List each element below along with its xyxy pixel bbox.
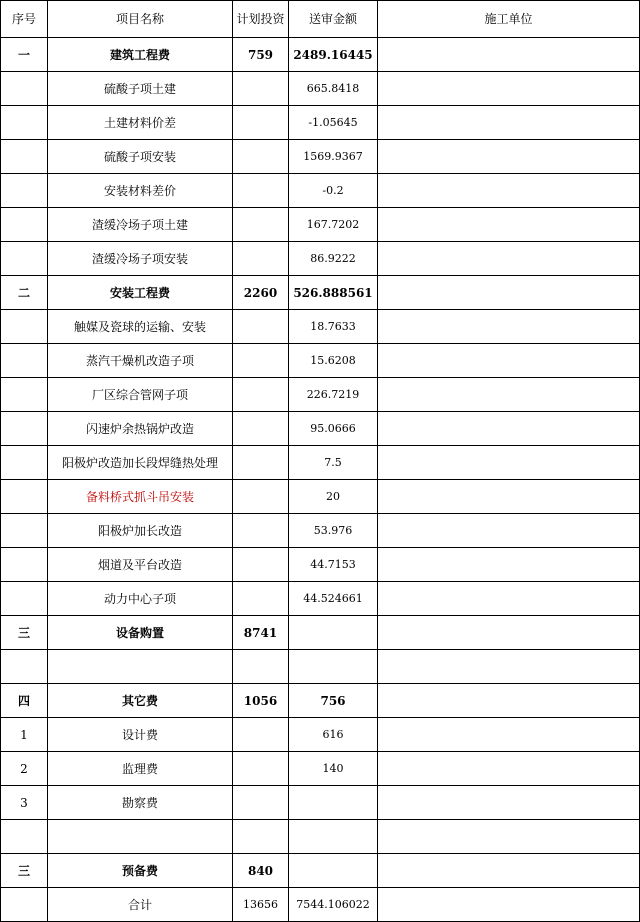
cell-plan-investment bbox=[233, 582, 289, 616]
cell-review-amount bbox=[289, 616, 378, 650]
table-row bbox=[1, 548, 640, 582]
cell-index: 三 bbox=[1, 854, 48, 888]
col-header-index: 序号 bbox=[1, 1, 48, 38]
cell-review-amount: 226.7219 bbox=[289, 378, 378, 412]
cell-plan-investment bbox=[233, 820, 289, 854]
cell-construction-unit bbox=[378, 208, 640, 242]
table-row bbox=[1, 446, 640, 480]
cell-plan-investment bbox=[233, 752, 289, 786]
cell-index bbox=[1, 378, 48, 412]
table-row bbox=[1, 412, 640, 446]
cell-index: 三 bbox=[1, 616, 48, 650]
cell-item-name: 其它费 bbox=[48, 684, 233, 718]
cell-item-name: 建筑工程费 bbox=[48, 38, 233, 72]
cell-review-amount: 86.9222 bbox=[289, 242, 378, 276]
cell-index bbox=[1, 174, 48, 208]
cell-plan-investment: 759 bbox=[233, 38, 289, 72]
cell-item-name: 渣缓冷场子项安装 bbox=[48, 242, 233, 276]
cell-review-amount: 18.7633 bbox=[289, 310, 378, 344]
cell-item-name: 勘察费 bbox=[48, 786, 233, 820]
col-header-plan: 计划投资 bbox=[233, 1, 289, 38]
table-row bbox=[1, 650, 640, 684]
cell-review-amount: 20 bbox=[289, 480, 378, 514]
cell-item-name: 监理费 bbox=[48, 752, 233, 786]
cell-plan-investment bbox=[233, 106, 289, 140]
cell-item-name: 设备购置 bbox=[48, 616, 233, 650]
cell-index bbox=[1, 548, 48, 582]
cell-review-amount: 7544.106022 bbox=[289, 888, 378, 922]
cell-review-amount bbox=[289, 650, 378, 684]
cell-construction-unit bbox=[378, 378, 640, 412]
cell-plan-investment bbox=[233, 514, 289, 548]
cell-construction-unit bbox=[378, 480, 640, 514]
cell-construction-unit bbox=[378, 820, 640, 854]
cell-construction-unit bbox=[378, 854, 640, 888]
table-row bbox=[1, 480, 640, 514]
cell-item-name: 合计 bbox=[48, 888, 233, 922]
cell-plan-investment bbox=[233, 718, 289, 752]
cell-index bbox=[1, 888, 48, 922]
cell-review-amount: 95.0666 bbox=[289, 412, 378, 446]
cell-review-amount: 616 bbox=[289, 718, 378, 752]
cell-construction-unit bbox=[378, 616, 640, 650]
cell-plan-investment bbox=[233, 310, 289, 344]
cell-review-amount: 15.6208 bbox=[289, 344, 378, 378]
cell-review-amount bbox=[289, 820, 378, 854]
cell-review-amount: 2489.16445 bbox=[289, 38, 378, 72]
cell-index bbox=[1, 344, 48, 378]
cell-construction-unit bbox=[378, 888, 640, 922]
cell-construction-unit bbox=[378, 310, 640, 344]
cell-index: 2 bbox=[1, 752, 48, 786]
table-row bbox=[1, 140, 640, 174]
cell-index bbox=[1, 480, 48, 514]
cell-construction-unit bbox=[378, 106, 640, 140]
cell-plan-investment bbox=[233, 140, 289, 174]
cell-review-amount: 44.7153 bbox=[289, 548, 378, 582]
table-row bbox=[1, 820, 640, 854]
cell-index bbox=[1, 208, 48, 242]
table-row bbox=[1, 208, 640, 242]
cell-item-name: 备料桥式抓斗吊安装 bbox=[48, 480, 233, 514]
col-header-name: 项目名称 bbox=[48, 1, 233, 38]
cell-construction-unit bbox=[378, 684, 640, 718]
cell-plan-investment bbox=[233, 72, 289, 106]
table-row bbox=[1, 514, 640, 548]
cell-item-name bbox=[48, 650, 233, 684]
cell-index bbox=[1, 582, 48, 616]
cell-plan-investment bbox=[233, 412, 289, 446]
cell-item-name: 闪速炉余热锅炉改造 bbox=[48, 412, 233, 446]
cell-construction-unit bbox=[378, 140, 640, 174]
cell-construction-unit bbox=[378, 72, 640, 106]
cell-construction-unit bbox=[378, 548, 640, 582]
cell-plan-investment bbox=[233, 650, 289, 684]
cell-index bbox=[1, 820, 48, 854]
table-row bbox=[1, 718, 640, 752]
cell-index bbox=[1, 310, 48, 344]
cell-construction-unit bbox=[378, 412, 640, 446]
cell-item-name: 安装工程费 bbox=[48, 276, 233, 310]
cell-item-name: 触媒及瓷球的运输、安装 bbox=[48, 310, 233, 344]
cell-item-name: 硫酸子项安装 bbox=[48, 140, 233, 174]
table-row bbox=[1, 276, 640, 310]
cell-plan-investment bbox=[233, 242, 289, 276]
cell-plan-investment: 13656 bbox=[233, 888, 289, 922]
col-header-unit: 施工单位 bbox=[378, 1, 640, 38]
cell-review-amount: 167.7202 bbox=[289, 208, 378, 242]
cell-review-amount: 1569.9367 bbox=[289, 140, 378, 174]
cell-index bbox=[1, 412, 48, 446]
cell-index: 二 bbox=[1, 276, 48, 310]
table-row bbox=[1, 684, 640, 718]
cell-plan-investment bbox=[233, 548, 289, 582]
cell-item-name: 土建材料价差 bbox=[48, 106, 233, 140]
table-row bbox=[1, 72, 640, 106]
table-row bbox=[1, 242, 640, 276]
table-row bbox=[1, 174, 640, 208]
cell-construction-unit bbox=[378, 752, 640, 786]
cell-plan-investment: 8741 bbox=[233, 616, 289, 650]
cell-index bbox=[1, 242, 48, 276]
cell-review-amount: 665.8418 bbox=[289, 72, 378, 106]
cell-item-name: 动力中心子项 bbox=[48, 582, 233, 616]
cell-review-amount: 140 bbox=[289, 752, 378, 786]
cell-plan-investment: 1056 bbox=[233, 684, 289, 718]
cell-plan-investment bbox=[233, 378, 289, 412]
cell-item-name: 厂区综合管网子项 bbox=[48, 378, 233, 412]
cell-item-name: 硫酸子项土建 bbox=[48, 72, 233, 106]
table-body bbox=[1, 38, 640, 922]
cell-index: 一 bbox=[1, 38, 48, 72]
cell-plan-investment bbox=[233, 208, 289, 242]
cell-construction-unit bbox=[378, 718, 640, 752]
cell-index: 1 bbox=[1, 718, 48, 752]
cell-construction-unit bbox=[378, 38, 640, 72]
col-header-review: 送审金额 bbox=[289, 1, 378, 38]
cell-item-name: 烟道及平台改造 bbox=[48, 548, 233, 582]
cell-plan-investment: 840 bbox=[233, 854, 289, 888]
cell-index: 四 bbox=[1, 684, 48, 718]
cell-index: 3 bbox=[1, 786, 48, 820]
cell-construction-unit bbox=[378, 786, 640, 820]
table-row bbox=[1, 106, 640, 140]
cell-item-name: 设计费 bbox=[48, 718, 233, 752]
cell-construction-unit bbox=[378, 650, 640, 684]
cell-review-amount: -1.05645 bbox=[289, 106, 378, 140]
cell-construction-unit bbox=[378, 276, 640, 310]
table-row bbox=[1, 344, 640, 378]
cell-plan-investment bbox=[233, 480, 289, 514]
cell-construction-unit bbox=[378, 174, 640, 208]
cell-construction-unit bbox=[378, 514, 640, 548]
cell-review-amount: 44.524661 bbox=[289, 582, 378, 616]
cell-review-amount bbox=[289, 854, 378, 888]
cell-construction-unit bbox=[378, 582, 640, 616]
table-row bbox=[1, 854, 640, 888]
cell-item-name: 预备费 bbox=[48, 854, 233, 888]
cell-index bbox=[1, 140, 48, 174]
cell-construction-unit bbox=[378, 446, 640, 480]
cell-index bbox=[1, 446, 48, 480]
cell-construction-unit bbox=[378, 242, 640, 276]
cell-review-amount: 7.5 bbox=[289, 446, 378, 480]
cell-review-amount: -0.2 bbox=[289, 174, 378, 208]
table-row bbox=[1, 378, 640, 412]
cell-item-name: 阳极炉改造加长段焊缝热处理 bbox=[48, 446, 233, 480]
cell-plan-investment bbox=[233, 446, 289, 480]
cell-review-amount: 526.888561 bbox=[289, 276, 378, 310]
cell-index bbox=[1, 514, 48, 548]
cell-item-name: 蒸汽干燥机改造子项 bbox=[48, 344, 233, 378]
cell-item-name bbox=[48, 820, 233, 854]
header-row bbox=[1, 1, 640, 38]
cell-index bbox=[1, 650, 48, 684]
table-row bbox=[1, 310, 640, 344]
cell-plan-investment bbox=[233, 174, 289, 208]
cell-construction-unit bbox=[378, 344, 640, 378]
cell-plan-investment bbox=[233, 786, 289, 820]
cell-plan-investment: 2260 bbox=[233, 276, 289, 310]
table-row bbox=[1, 582, 640, 616]
table-row bbox=[1, 38, 640, 72]
cell-review-amount bbox=[289, 786, 378, 820]
cell-index bbox=[1, 72, 48, 106]
cell-item-name: 渣缓冷场子项土建 bbox=[48, 208, 233, 242]
cell-item-name: 安装材料差价 bbox=[48, 174, 233, 208]
cell-index bbox=[1, 106, 48, 140]
cell-review-amount: 53.976 bbox=[289, 514, 378, 548]
table-row bbox=[1, 752, 640, 786]
cell-item-name: 阳极炉加长改造 bbox=[48, 514, 233, 548]
table-row bbox=[1, 616, 640, 650]
cell-review-amount: 756 bbox=[289, 684, 378, 718]
cell-plan-investment bbox=[233, 344, 289, 378]
table-row bbox=[1, 786, 640, 820]
table-row bbox=[1, 888, 640, 922]
